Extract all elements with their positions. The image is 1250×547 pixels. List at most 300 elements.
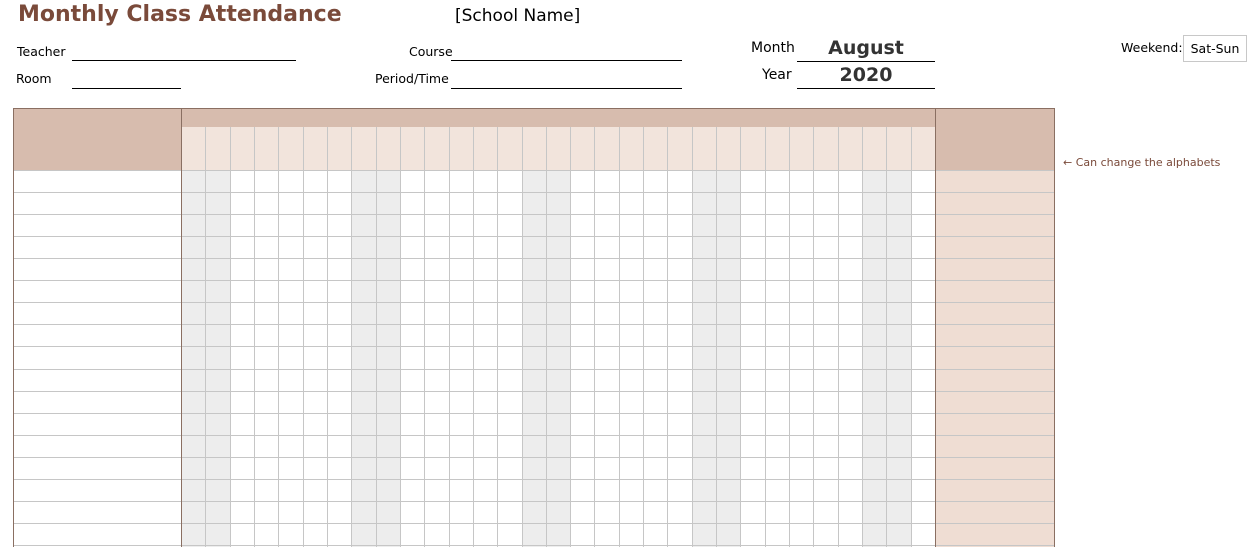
attendance-cell[interactable] [667,236,691,258]
attendance-cell[interactable] [789,457,813,479]
attendance-cell[interactable] [376,435,400,457]
attendance-cell[interactable] [570,523,594,545]
attendance-cell[interactable] [303,369,327,391]
attendance-cell[interactable] [594,457,618,479]
attendance-cell[interactable] [400,457,424,479]
attendance-cell[interactable] [789,479,813,501]
attendance-cell[interactable] [765,479,789,501]
attendance-cell[interactable] [230,258,254,280]
attendance-cell[interactable] [765,302,789,324]
attendance-cell[interactable] [716,302,740,324]
attendance-cell[interactable] [619,479,643,501]
attendance-cell[interactable] [376,302,400,324]
attendance-cell[interactable] [376,346,400,368]
attendance-cell[interactable] [230,214,254,236]
attendance-cell[interactable] [619,523,643,545]
attendance-cell[interactable] [351,170,375,192]
attendance-cell[interactable] [789,435,813,457]
attendance-cell[interactable] [205,391,229,413]
attendance-cell[interactable] [570,170,594,192]
attendance-cell[interactable] [643,236,667,258]
attendance-cell[interactable] [594,435,618,457]
student-name-cell[interactable] [53,170,181,192]
attendance-cell[interactable] [692,479,716,501]
attendance-cell[interactable] [886,457,910,479]
attendance-cell[interactable] [765,523,789,545]
attendance-cell[interactable] [643,457,667,479]
attendance-cell[interactable] [303,501,327,523]
attendance-cell[interactable] [254,391,278,413]
attendance-cell[interactable] [497,391,521,413]
attendance-cell[interactable] [619,324,643,346]
student-name-cell[interactable] [53,457,181,479]
attendance-cell[interactable] [327,214,351,236]
attendance-cell[interactable] [667,280,691,302]
attendance-cell[interactable] [376,391,400,413]
attendance-cell[interactable] [497,302,521,324]
attendance-cell[interactable] [181,501,205,523]
attendance-cell[interactable] [376,457,400,479]
attendance-cell[interactable] [278,214,302,236]
attendance-cell[interactable] [449,457,473,479]
attendance-cell[interactable] [400,258,424,280]
attendance-cell[interactable] [473,302,497,324]
attendance-cell[interactable] [376,280,400,302]
attendance-cell[interactable] [400,324,424,346]
attendance-cell[interactable] [594,192,618,214]
attendance-cell[interactable] [303,523,327,545]
attendance-cell[interactable] [278,391,302,413]
attendance-cell[interactable] [862,523,886,545]
attendance-cell[interactable] [594,258,618,280]
attendance-cell[interactable] [740,435,764,457]
attendance-cell[interactable] [765,192,789,214]
attendance-cell[interactable] [765,369,789,391]
attendance-cell[interactable] [303,346,327,368]
attendance-cell[interactable] [740,170,764,192]
attendance-cell[interactable] [497,280,521,302]
attendance-cell[interactable] [813,302,837,324]
attendance-cell[interactable] [911,479,935,501]
attendance-cell[interactable] [424,192,448,214]
attendance-cell[interactable] [254,192,278,214]
attendance-cell[interactable] [376,192,400,214]
attendance-cell[interactable] [862,479,886,501]
attendance-cell[interactable] [230,192,254,214]
attendance-cell[interactable] [740,192,764,214]
attendance-cell[interactable] [789,413,813,435]
attendance-cell[interactable] [862,369,886,391]
attendance-cell[interactable] [230,501,254,523]
attendance-cell[interactable] [181,280,205,302]
attendance-cell[interactable] [473,280,497,302]
attendance-cell[interactable] [351,391,375,413]
attendance-cell[interactable] [570,236,594,258]
month-value[interactable]: August [828,37,904,59]
attendance-cell[interactable] [862,501,886,523]
attendance-cell[interactable] [400,501,424,523]
attendance-cell[interactable] [594,346,618,368]
attendance-cell[interactable] [667,302,691,324]
attendance-cell[interactable] [497,258,521,280]
attendance-cell[interactable] [911,346,935,368]
attendance-cell[interactable] [692,214,716,236]
attendance-cell[interactable] [522,236,546,258]
attendance-cell[interactable] [230,457,254,479]
attendance-cell[interactable] [303,435,327,457]
attendance-cell[interactable] [449,170,473,192]
attendance-cell[interactable] [497,170,521,192]
attendance-cell[interactable] [205,435,229,457]
attendance-cell[interactable] [254,523,278,545]
attendance-cell[interactable] [376,501,400,523]
attendance-cell[interactable] [303,192,327,214]
attendance-cell[interactable] [546,214,570,236]
attendance-cell[interactable] [570,435,594,457]
attendance-cell[interactable] [692,236,716,258]
attendance-cell[interactable] [546,435,570,457]
attendance-cell[interactable] [765,346,789,368]
attendance-cell[interactable] [643,413,667,435]
attendance-cell[interactable] [351,214,375,236]
attendance-cell[interactable] [886,214,910,236]
attendance-cell[interactable] [667,523,691,545]
attendance-cell[interactable] [473,413,497,435]
attendance-cell[interactable] [619,302,643,324]
attendance-cell[interactable] [254,369,278,391]
attendance-cell[interactable] [424,236,448,258]
attendance-cell[interactable] [522,302,546,324]
attendance-cell[interactable] [692,435,716,457]
attendance-cell[interactable] [254,258,278,280]
attendance-cell[interactable] [813,479,837,501]
attendance-cell[interactable] [765,170,789,192]
attendance-cell[interactable] [473,479,497,501]
attendance-cell[interactable] [667,346,691,368]
attendance-cell[interactable] [424,391,448,413]
attendance-cell[interactable] [303,413,327,435]
attendance-cell[interactable] [546,236,570,258]
attendance-cell[interactable] [181,236,205,258]
attendance-cell[interactable] [424,413,448,435]
weekend-select[interactable]: Sat-Sun [1183,35,1247,62]
attendance-cell[interactable] [765,501,789,523]
attendance-cell[interactable] [716,457,740,479]
attendance-cell[interactable] [643,258,667,280]
attendance-cell[interactable] [789,192,813,214]
attendance-cell[interactable] [254,501,278,523]
attendance-cell[interactable] [254,479,278,501]
attendance-cell[interactable] [546,457,570,479]
attendance-cell[interactable] [522,501,546,523]
attendance-cell[interactable] [546,369,570,391]
attendance-cell[interactable] [886,170,910,192]
attendance-cell[interactable] [400,523,424,545]
attendance-cell[interactable] [473,236,497,258]
attendance-cell[interactable] [351,457,375,479]
attendance-cell[interactable] [351,192,375,214]
attendance-cell[interactable] [473,457,497,479]
attendance-cell[interactable] [886,280,910,302]
attendance-cell[interactable] [911,258,935,280]
attendance-cell[interactable] [813,435,837,457]
attendance-cell[interactable] [327,192,351,214]
attendance-cell[interactable] [376,479,400,501]
attendance-cell[interactable] [692,302,716,324]
attendance-cell[interactable] [424,523,448,545]
attendance-cell[interactable] [473,501,497,523]
attendance-cell[interactable] [862,413,886,435]
attendance-cell[interactable] [278,170,302,192]
attendance-cell[interactable] [205,214,229,236]
attendance-cell[interactable] [546,501,570,523]
attendance-cell[interactable] [303,170,327,192]
attendance-cell[interactable] [667,413,691,435]
attendance-cell[interactable] [497,346,521,368]
attendance-cell[interactable] [230,324,254,346]
attendance-cell[interactable] [473,324,497,346]
attendance-cell[interactable] [351,479,375,501]
attendance-cell[interactable] [376,523,400,545]
attendance-cell[interactable] [838,302,862,324]
attendance-cell[interactable] [813,501,837,523]
room-field[interactable] [72,88,181,89]
attendance-cell[interactable] [181,346,205,368]
attendance-cell[interactable] [594,236,618,258]
attendance-cell[interactable] [838,435,862,457]
attendance-cell[interactable] [303,280,327,302]
attendance-cell[interactable] [376,413,400,435]
attendance-cell[interactable] [838,523,862,545]
attendance-cell[interactable] [740,214,764,236]
attendance-cell[interactable] [886,346,910,368]
attendance-cell[interactable] [740,413,764,435]
course-field[interactable] [451,60,682,61]
student-id[interactable] [15,195,55,213]
attendance-cell[interactable] [473,391,497,413]
year-value[interactable]: 2020 [839,64,893,86]
attendance-cell[interactable] [570,258,594,280]
attendance-cell[interactable] [716,346,740,368]
attendance-cell[interactable] [205,501,229,523]
attendance-cell[interactable] [619,369,643,391]
attendance-cell[interactable] [230,346,254,368]
attendance-cell[interactable] [473,192,497,214]
attendance-cell[interactable] [570,324,594,346]
attendance-cell[interactable] [230,391,254,413]
attendance-cell[interactable] [181,479,205,501]
attendance-cell[interactable] [886,302,910,324]
attendance-cell[interactable] [765,280,789,302]
attendance-cell[interactable] [473,258,497,280]
attendance-cell[interactable] [838,324,862,346]
attendance-cell[interactable] [570,302,594,324]
attendance-cell[interactable] [838,346,862,368]
attendance-cell[interactable] [400,391,424,413]
attendance-cell[interactable] [740,457,764,479]
attendance-cell[interactable] [205,413,229,435]
attendance-cell[interactable] [351,413,375,435]
attendance-cell[interactable] [424,501,448,523]
attendance-cell[interactable] [400,435,424,457]
attendance-cell[interactable] [449,302,473,324]
student-name-cell[interactable] [53,236,181,258]
attendance-cell[interactable] [765,236,789,258]
attendance-cell[interactable] [522,214,546,236]
attendance-cell[interactable] [911,435,935,457]
attendance-cell[interactable] [862,170,886,192]
attendance-cell[interactable] [886,258,910,280]
student-name-cell[interactable] [53,413,181,435]
attendance-cell[interactable] [911,170,935,192]
attendance-cell[interactable] [449,391,473,413]
attendance-cell[interactable] [886,479,910,501]
attendance-cell[interactable] [911,302,935,324]
attendance-cell[interactable] [497,479,521,501]
attendance-cell[interactable] [205,258,229,280]
attendance-cell[interactable] [351,258,375,280]
attendance-cell[interactable] [254,346,278,368]
attendance-cell[interactable] [886,236,910,258]
attendance-cell[interactable] [278,501,302,523]
attendance-cell[interactable] [497,523,521,545]
student-id[interactable] [15,239,55,257]
attendance-cell[interactable] [594,280,618,302]
attendance-cell[interactable] [278,324,302,346]
attendance-cell[interactable] [667,369,691,391]
attendance-cell[interactable] [667,192,691,214]
attendance-cell[interactable] [886,192,910,214]
attendance-cell[interactable] [619,214,643,236]
attendance-cell[interactable] [522,391,546,413]
attendance-cell[interactable] [327,457,351,479]
attendance-cell[interactable] [351,369,375,391]
attendance-cell[interactable] [813,346,837,368]
attendance-cell[interactable] [838,236,862,258]
attendance-cell[interactable] [522,170,546,192]
attendance-cell[interactable] [667,501,691,523]
attendance-cell[interactable] [205,302,229,324]
attendance-cell[interactable] [181,391,205,413]
attendance-cell[interactable] [449,324,473,346]
attendance-cell[interactable] [594,479,618,501]
attendance-cell[interactable] [813,236,837,258]
attendance-cell[interactable] [181,435,205,457]
attendance-cell[interactable] [643,501,667,523]
attendance-cell[interactable] [327,501,351,523]
attendance-cell[interactable] [911,236,935,258]
attendance-cell[interactable] [789,501,813,523]
period-field[interactable] [451,88,682,89]
student-id[interactable] [15,438,55,456]
attendance-cell[interactable] [570,457,594,479]
attendance-cell[interactable] [716,391,740,413]
attendance-cell[interactable] [619,501,643,523]
attendance-cell[interactable] [376,258,400,280]
attendance-cell[interactable] [400,302,424,324]
attendance-cell[interactable] [376,214,400,236]
attendance-cell[interactable] [862,346,886,368]
attendance-cell[interactable] [449,346,473,368]
attendance-cell[interactable] [692,280,716,302]
attendance-cell[interactable] [230,413,254,435]
attendance-cell[interactable] [667,479,691,501]
attendance-cell[interactable] [327,413,351,435]
attendance-cell[interactable] [813,391,837,413]
student-name-cell[interactable] [53,324,181,346]
attendance-cell[interactable] [838,192,862,214]
attendance-cell[interactable] [181,192,205,214]
attendance-cell[interactable] [838,479,862,501]
attendance-cell[interactable] [692,391,716,413]
attendance-cell[interactable] [740,302,764,324]
attendance-cell[interactable] [594,214,618,236]
attendance-cell[interactable] [886,324,910,346]
student-id[interactable] [15,173,55,191]
student-id[interactable] [15,372,55,390]
attendance-cell[interactable] [765,391,789,413]
attendance-cell[interactable] [862,258,886,280]
attendance-cell[interactable] [570,280,594,302]
attendance-cell[interactable] [789,391,813,413]
attendance-cell[interactable] [594,413,618,435]
student-id[interactable] [15,460,55,478]
attendance-cell[interactable] [351,435,375,457]
attendance-cell[interactable] [789,324,813,346]
attendance-cell[interactable] [716,479,740,501]
attendance-cell[interactable] [838,413,862,435]
attendance-cell[interactable] [911,501,935,523]
attendance-cell[interactable] [886,501,910,523]
attendance-cell[interactable] [619,170,643,192]
attendance-cell[interactable] [765,457,789,479]
student-name-cell[interactable] [53,280,181,302]
student-id[interactable] [15,482,55,500]
attendance-cell[interactable] [838,501,862,523]
attendance-cell[interactable] [230,280,254,302]
attendance-cell[interactable] [619,192,643,214]
attendance-cell[interactable] [327,280,351,302]
attendance-cell[interactable] [546,192,570,214]
attendance-cell[interactable] [619,280,643,302]
attendance-cell[interactable] [522,280,546,302]
attendance-cell[interactable] [522,369,546,391]
attendance-cell[interactable] [181,413,205,435]
attendance-cell[interactable] [740,369,764,391]
attendance-cell[interactable] [254,236,278,258]
attendance-cell[interactable] [400,479,424,501]
attendance-cell[interactable] [789,369,813,391]
attendance-cell[interactable] [424,369,448,391]
attendance-cell[interactable] [473,369,497,391]
attendance-cell[interactable] [400,170,424,192]
attendance-cell[interactable] [424,302,448,324]
student-name-cell[interactable] [53,501,181,523]
attendance-cell[interactable] [594,391,618,413]
attendance-cell[interactable] [546,523,570,545]
attendance-cell[interactable] [692,324,716,346]
attendance-cell[interactable] [303,324,327,346]
attendance-cell[interactable] [619,346,643,368]
attendance-cell[interactable] [886,435,910,457]
attendance-cell[interactable] [789,302,813,324]
attendance-cell[interactable] [327,302,351,324]
attendance-cell[interactable] [813,170,837,192]
attendance-cell[interactable] [862,435,886,457]
attendance-cell[interactable] [522,346,546,368]
attendance-cell[interactable] [789,280,813,302]
attendance-cell[interactable] [473,346,497,368]
